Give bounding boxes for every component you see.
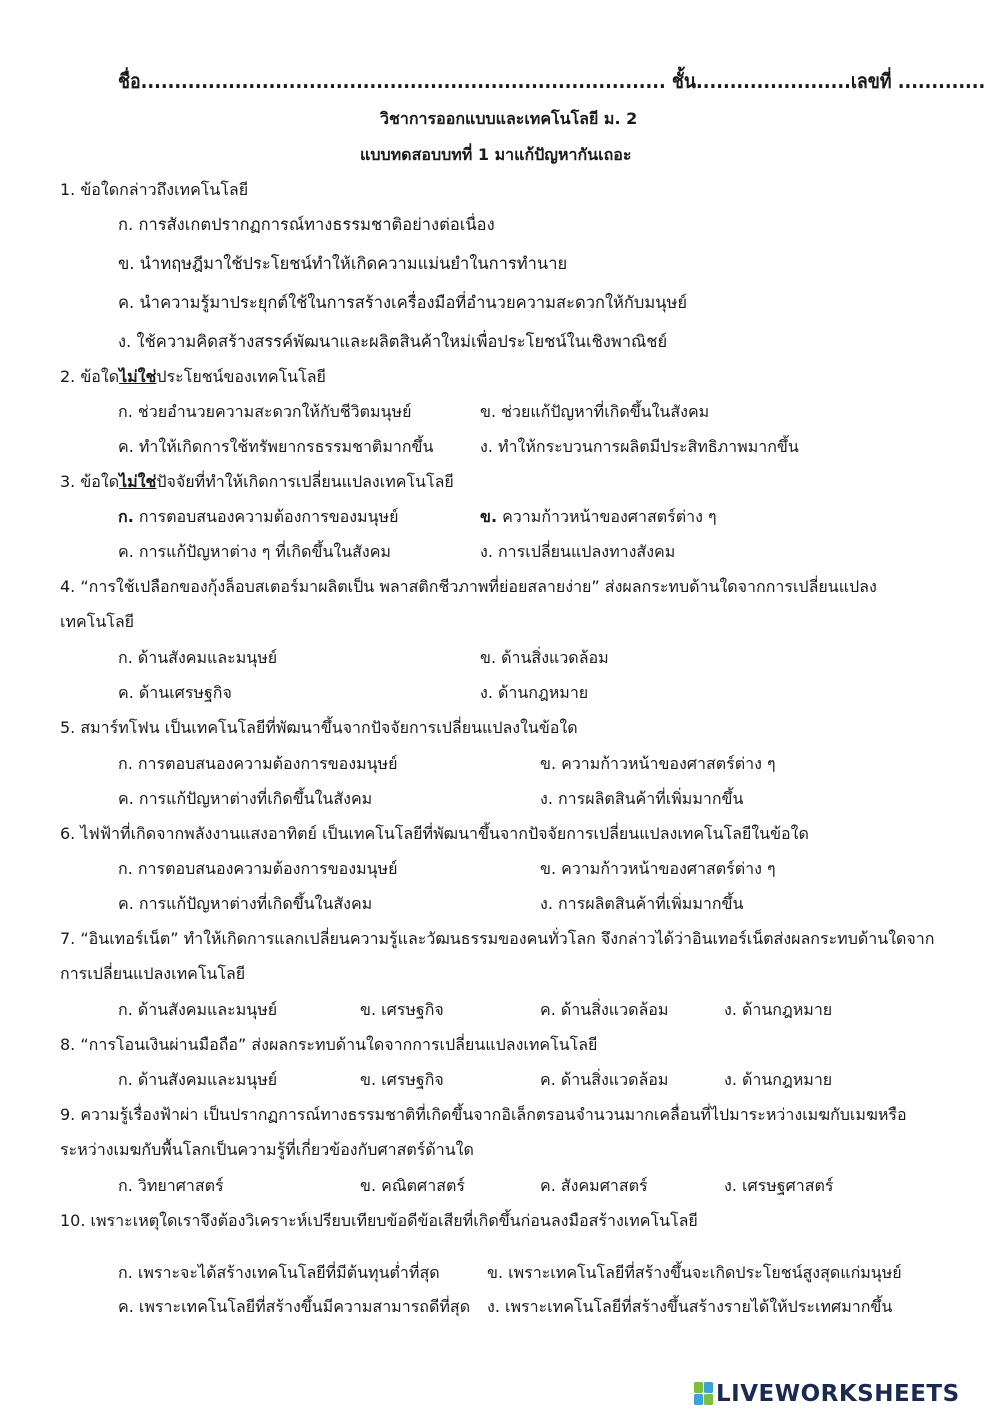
q7-option-c: ค. ด้านสิ่งแวดล้อม — [540, 1000, 669, 1019]
q3-option-b-letter: ข. — [480, 507, 498, 526]
question-5: 5. สมาร์ทโฟน เป็นเทคโนโลยีที่พัฒนาขึ้นจากปัจจัยการเปลี่ยนแปลงในข้อใด — [60, 718, 578, 737]
q2-emphasis: ไม่ใช่ — [119, 367, 157, 386]
liveworksheets-logo-icon — [694, 1382, 714, 1406]
q8-option-c: ค. ด้านสิ่งแวดล้อม — [540, 1070, 669, 1089]
q4-option-d: ง. ด้านกฎหมาย — [480, 683, 589, 702]
question-1: 1. ข้อใดกล่าวถึงเทคโนโลยี — [60, 180, 249, 199]
question-9: 9. ความรู้เรื่องฟ้าผ่า เป็นปรากฏการณ์ทางธรรมชาติที่เกิดขึ้นจากอิเล็กตรอนจำนวนมากเคลื่อนที่ไปมาระหว่างเมฆกับเมฆหรือ — [60, 1105, 907, 1124]
q6-option-c: ค. การแก้ปัญหาต่างที่เกิดขึ้นในสังคม — [118, 894, 373, 913]
q6-option-b: ข. ความก้าวหน้าของศาสตร์ต่าง ๆ — [540, 859, 776, 878]
q2-option-b: ข. ช่วยแก้ปัญหาที่เกิดขึ้นในสังคม — [480, 402, 710, 421]
q2-option-d: ง. ทำให้กระบวนการผลิตมีประสิทธิภาพมากขึ้น — [480, 437, 799, 456]
liveworksheets-watermark — [690, 1377, 996, 1411]
question-9-line-2: ระหว่างเมฆกับพื้นโลกเป็นความรู้ที่เกี่ยวข้องกับศาสตร์ด้านใด — [60, 1140, 474, 1159]
q10-option-b: ข. เพราะเทคโนโลยีที่สร้างขึ้นจะเกิดประโยชน์สูงสุดแก่มนุษย์ — [487, 1263, 902, 1282]
q10-option-d: ง. เพราะเทคโนโลยีที่สร้างขึ้นสร้างรายได้ให้ประเทศมากขึ้น — [487, 1297, 893, 1316]
q2-option-c: ค. ทำให้เกิดการใช้ทรัพยากรธรรมชาติมากขึ้น — [118, 437, 434, 456]
q3-option-d: ง. การเปลี่ยนแปลงทางสังคม — [480, 542, 676, 561]
q7-option-b: ข. เศรษฐกิจ — [360, 1000, 444, 1019]
q9-option-a: ก. วิทยาศาสตร์ — [118, 1176, 224, 1195]
q4-option-a: ก. ด้านสังคมและมนุษย์ — [118, 648, 278, 667]
q5-option-a: ก. การตอบสนองความต้องการของมนุษย์ — [118, 754, 398, 773]
question-2 — [60, 367, 326, 387]
question-6: 6. ไฟฟ้าที่เกิดจากพลังงานแสงอาทิตย์ เป็นเทคโนโลยีที่พัฒนาขึ้นจากปัจจัยการเปลี่ยนแปลงเทคโนโลยีในข้อใด — [60, 824, 809, 843]
name-class-number-line: ชื่อ.............................................................................. ชั้น.......................เลขที่ ............. — [118, 69, 986, 93]
q1-option-b: ข. นำทฤษฎีมาใช้ประโยชน์ทำให้เกิดความแม่นยำในการทำนาย — [118, 254, 568, 273]
q10-option-a: ก. เพราะจะได้สร้างเทคโนโลยีที่มีต้นทุนต่ำที่สุด — [118, 1263, 440, 1282]
q3-option-b-text: ความก้าวหน้าของศาสตร์ต่าง ๆ — [497, 507, 717, 526]
q3-option-a — [118, 507, 398, 527]
q5-option-b: ข. ความก้าวหน้าของศาสตร์ต่าง ๆ — [540, 754, 776, 773]
question-10: 10. เพราะเหตุใดเราจึงต้องวิเคราะห์เปรียบเทียบข้อดีข้อเสียที่เกิดขึ้นก่อนลงมือสร้างเทคโนโลยี — [60, 1211, 698, 1230]
q3-emphasis: ไม่ใช่ — [119, 472, 157, 491]
q8-option-b: ข. เศรษฐกิจ — [360, 1070, 444, 1089]
q4-option-c: ค. ด้านเศรษฐกิจ — [118, 683, 232, 702]
question-3 — [60, 472, 454, 492]
question-8: 8. “การโอนเงินผ่านมือถือ” ส่งผลกระทบด้านใดจากการเปลี่ยนแปลงเทคโนโลยี — [60, 1035, 598, 1054]
q5-option-c: ค. การแก้ปัญหาต่างที่เกิดขึ้นในสังคม — [118, 789, 373, 808]
question-4: 4. “การใช้เปลือกของกุ้งล็อบสเตอร์มาผลิตเป็น พลาสติกชีวภาพที่ย่อยสลายง่าย” ส่งผลกระทบด้านใดจากการเปลี่ยนแปลง — [60, 577, 877, 596]
q3-text-post: ปัจจัยที่ทำให้เกิดการเปลี่ยนแปลงเทคโนโลยี — [156, 472, 454, 491]
question-7-line-2: การเปลี่ยนแปลงเทคโนโลยี — [60, 964, 246, 983]
q7-option-a: ก. ด้านสังคมและมนุษย์ — [118, 1000, 278, 1019]
test-title: แบบทดสอบบทที่ 1 มาแก้ปัญหากันเถอะ — [360, 145, 632, 164]
q7-option-d: ง. ด้านกฎหมาย — [724, 1000, 833, 1019]
q2-text-post: ประโยชน์ของเทคโนโลยี — [156, 367, 326, 386]
q10-option-c: ค. เพราะเทคโนโลยีที่สร้างขึ้นมีความสามารถดีที่สุด — [118, 1297, 471, 1316]
q3-option-a-text: การตอบสนองความต้องการของมนุษย์ — [133, 507, 399, 526]
q1-option-c: ค. นำความรู้มาประยุกต์ใช้ในการสร้างเครื่องมือที่อำนวยความสะดวกให้กับมนุษย์ — [118, 293, 688, 312]
q2-option-a: ก. ช่วยอำนวยความสะดวกให้กับชีวิตมนุษย์ — [118, 402, 412, 421]
liveworksheets-wordmark: LIVEWORKSHEETS — [716, 1381, 960, 1407]
q3-option-a-letter: ก. — [118, 507, 134, 526]
q6-option-a: ก. การตอบสนองความต้องการของมนุษย์ — [118, 859, 398, 878]
q1-option-a: ก. การสังเกตปรากฏการณ์ทางธรรมชาติอย่างต่อเนื่อง — [118, 215, 495, 234]
q2-text-pre: 2. ข้อใด — [60, 367, 120, 386]
q9-option-c: ค. สังคมศาสตร์ — [540, 1176, 648, 1195]
q6-option-d: ง. การผลิตสินค้าที่เพิ่มมากขึ้น — [540, 894, 744, 913]
q3-option-c: ค. การแก้ปัญหาต่าง ๆ ที่เกิดขึ้นในสังคม — [118, 542, 391, 561]
q4-option-b: ข. ด้านสิ่งแวดล้อม — [480, 648, 609, 667]
q3-text-pre: 3. ข้อใด — [60, 472, 120, 491]
q9-option-d: ง. เศรษฐศาสตร์ — [724, 1176, 834, 1195]
q5-option-d: ง. การผลิตสินค้าที่เพิ่มมากขึ้น — [540, 789, 744, 808]
subject-title: วิชาการออกแบบและเทคโนโลยี ม. 2 — [380, 109, 638, 128]
q8-option-d: ง. ด้านกฎหมาย — [724, 1070, 833, 1089]
q8-option-a: ก. ด้านสังคมและมนุษย์ — [118, 1070, 278, 1089]
question-4-line-2: เทคโนโลยี — [60, 612, 135, 631]
question-7: 7. “อินเทอร์เน็ต” ทำให้เกิดการแลกเปลี่ยนความรู้และวัฒนธรรมของคนทั่วโลก จึงกล่าวได้ว่าอินเทอร์เน็ตส่งผลกระทบด้านใดจาก — [60, 929, 935, 948]
q9-option-b: ข. คณิตศาสตร์ — [360, 1176, 465, 1195]
q3-option-b — [480, 507, 717, 527]
q1-option-d: ง. ใช้ความคิดสร้างสรรค์พัฒนาและผลิตสินค้าใหม่เพื่อประโยชน์ในเชิงพาณิชย์ — [118, 332, 668, 351]
